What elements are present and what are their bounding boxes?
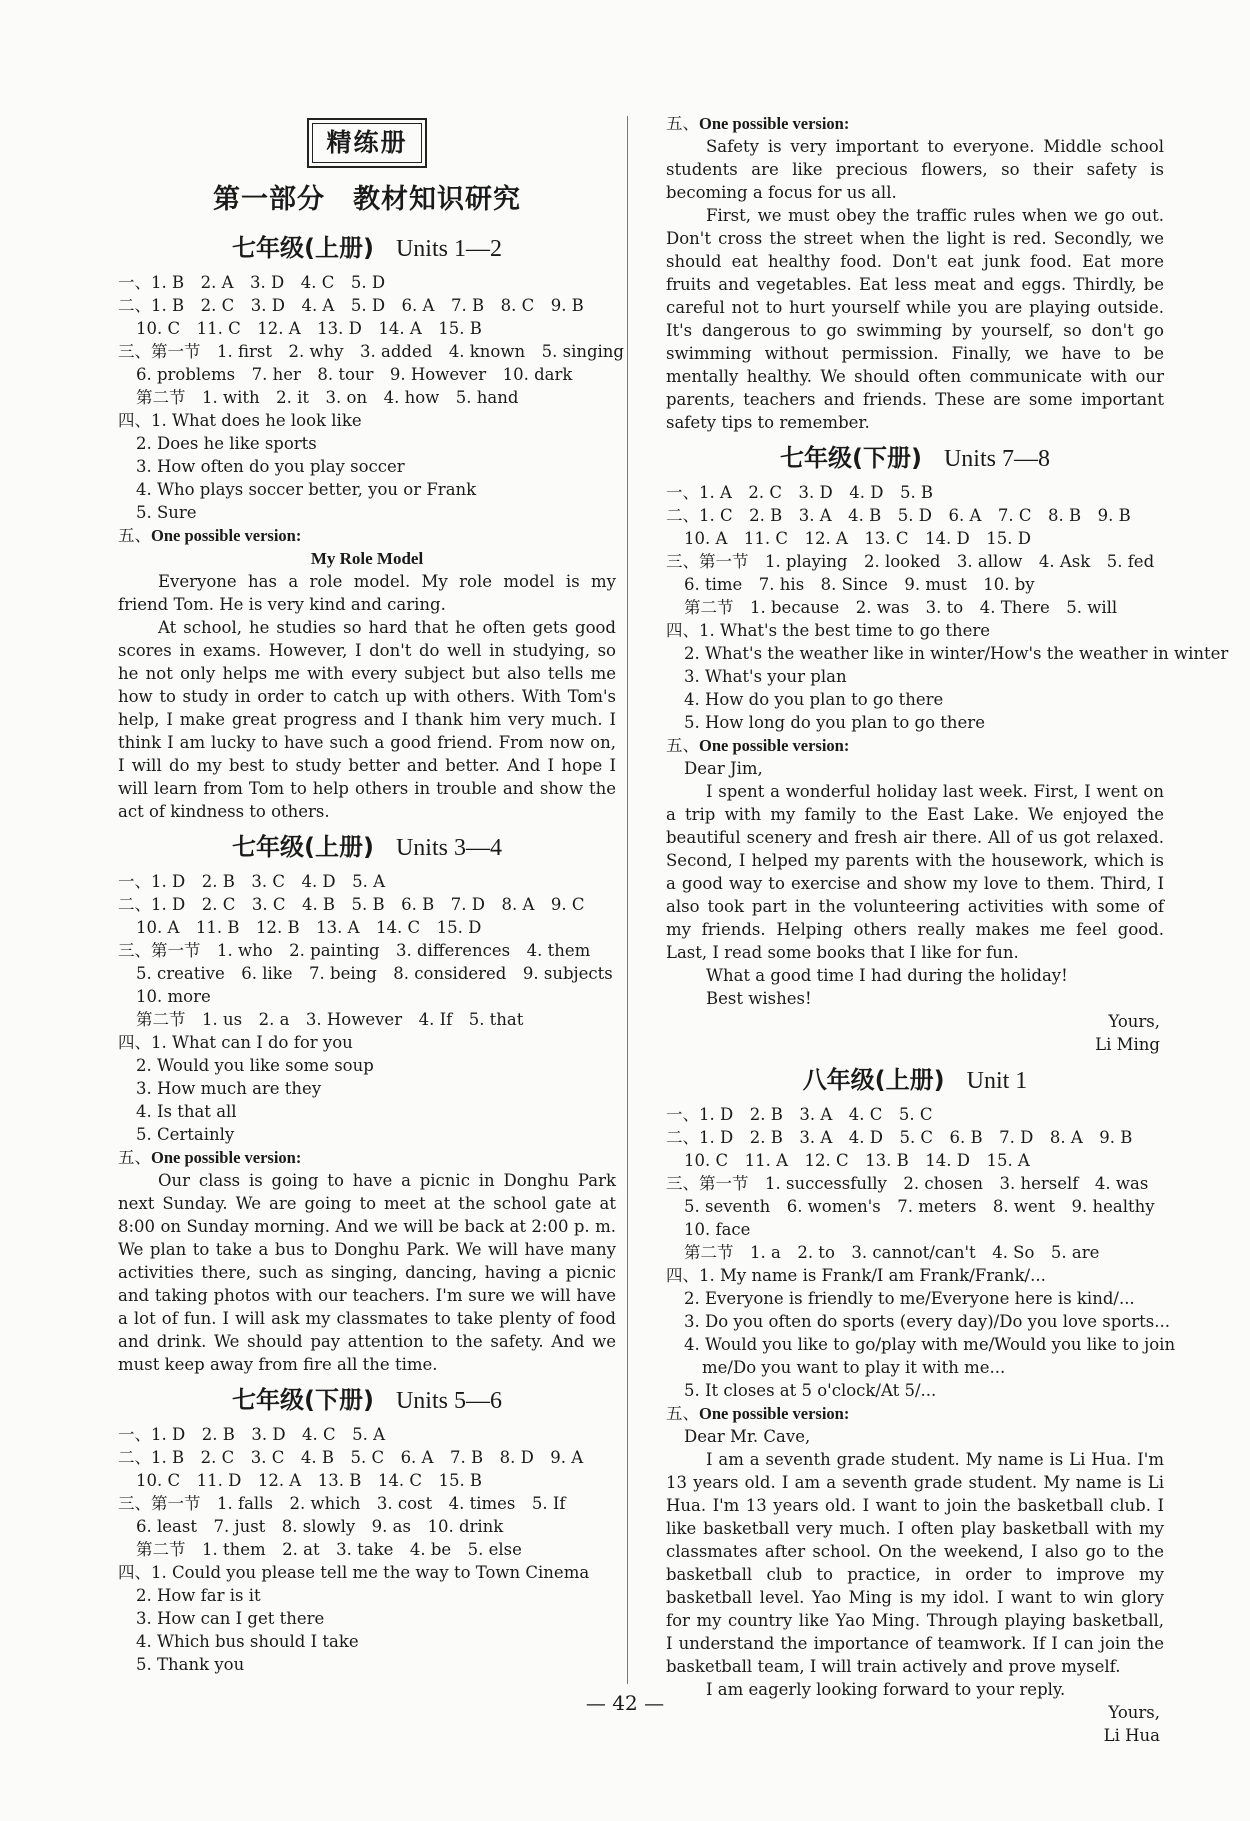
answer-line: 4. How do you plan to go there	[684, 690, 944, 709]
answer-line: 一、1. A 2. C 3. D 4. D 5. B	[666, 483, 934, 502]
unit-grade: 七年级(下册)	[780, 444, 922, 472]
essay-label-text: One possible version:	[151, 1148, 302, 1167]
answer-line: 一、1. D 2. B 3. D 4. C 5. A	[118, 1425, 386, 1444]
essay-label	[666, 1402, 1164, 1425]
answer-line: 四、1. My name is Frank/I am Frank/Frank/...	[666, 1266, 1046, 1285]
answer-line: 二、1. B 2. C 3. C 4. B 5. C 6. A 7. B 8. D 9. A	[118, 1448, 584, 1467]
answer-line: 6. time 7. his 8. Since 9. must 10. by	[684, 575, 1035, 594]
essay-paragraph: Best wishes!	[706, 989, 812, 1008]
essay-paragraph: First, we must obey the traffic rules when we go out. Don't cross the street when the light is red. Secondly, we should eat healthy food. Don't eat junk food. Eat more fruits and vegetables. Eat less meat and eggs. Thirdly, be careful not to hurt yourself while you are playing outside. It's dangerous to go swimming by yourself, so don't go swimming without permission. Finally, we have to be mentally healthy. We should often communicate with our parents, teachers and friends. These are some important safety tips to remember.	[666, 206, 1164, 432]
answer-line: 5. seventh 6. women's 7. meters 8. went 9. healthy	[684, 1197, 1155, 1216]
column-divider	[627, 116, 628, 1684]
answer-line: 四、1. What does he look like	[118, 411, 362, 430]
answer-line: 一、1. D 2. B 3. C 4. D 5. A	[118, 872, 386, 891]
answer-line: 四、1. Could you please tell me the way to Town Cinema	[118, 1563, 590, 1582]
answer-line: 5. Certainly	[136, 1125, 235, 1144]
essay-label	[118, 1146, 616, 1169]
essay-paragraph: I am eagerly looking forward to your reply.	[706, 1680, 1066, 1699]
left-column	[118, 112, 624, 1676]
essay-paragraph: Our class is going to have a picnic in Donghu Park next Sunday. We are going to meet at the school gate at 8:00 on Sunday morning. And we will be back at 2:00 p. m. We plan to take a bus to Donghu Park. We will have many activities there, such as singing, dancing, having a picnic and taking photos with our teachers. I'm sure we will have a lot of fun. I will ask my classmates to take plenty of food and drink. We should pay attention to the safety. And we must keep away from fire all the time.	[118, 1171, 616, 1374]
letter-closing: Yours,	[1108, 1012, 1160, 1031]
letter-greeting: Dear Jim,	[684, 759, 763, 778]
unit-heading	[118, 228, 616, 269]
unit-grade: 八年级(上册)	[802, 1066, 945, 1094]
section-number: 五、	[666, 114, 699, 133]
answer-line: 5. Thank you	[136, 1655, 245, 1674]
answer-line: 四、1. What's the best time to go there	[666, 621, 991, 640]
answer-line: 4. Is that all	[136, 1102, 237, 1121]
essay-paragraph: I spent a wonderful holiday last week. First, I went on a trip with my family to the East Lake. We enjoyed the beautiful scenery and fresh air there. All of us got relaxed. Second, I helped my parents with the housework, which is a good way to exercise and show my love to them. Third, I also took part in the volunteering activities with some of my friends. Helping others really makes me feel good. Last, I read some books that I like for fun.	[666, 782, 1164, 962]
unit-heading	[666, 438, 1164, 479]
answer-line: 2. Would you like some soup	[136, 1056, 374, 1075]
answer-line: 三、第一节 1. first 2. why 3. added 4. known 5. singing	[118, 342, 624, 361]
essay-label-text: One possible version:	[699, 114, 850, 133]
answer-line: 第二节 1. a 2. to 3. cannot/can't 4. So 5. are	[684, 1243, 1100, 1262]
answer-line: 10. C 11. A 12. C 13. B 14. D 15. A	[684, 1151, 1030, 1170]
answer-line: 10. A 11. B 12. B 13. A 14. C 15. D	[136, 918, 482, 937]
unit-grade: 七年级(下册)	[232, 1386, 374, 1414]
unit-range: Units 3—4	[395, 835, 502, 861]
answer-line: 三、第一节 1. falls 2. which 3. cost 4. times 5. If	[118, 1494, 566, 1513]
part-title: 第一部分 教材知识研究	[213, 184, 521, 215]
answer-line: 第二节 1. because 2. was 3. to 4. There 5. will	[684, 598, 1118, 617]
answer-line: 5. How long do you plan to go there	[684, 713, 985, 732]
section-number: 五、	[666, 1404, 699, 1423]
answer-line: 三、第一节 1. who 2. painting 3. differences 4. them	[118, 941, 591, 960]
unit-heading	[118, 1380, 616, 1421]
letter-closing: Yours,	[1108, 1703, 1160, 1722]
section-number: 五、	[666, 736, 699, 755]
answer-line: 4. Would you like to go/play with me/Would you like to join	[684, 1335, 1176, 1354]
stamp-text: 精练册	[312, 123, 422, 163]
answer-line: 5. creative 6. like 7. being 8. considered 9. subjects	[136, 964, 613, 983]
answer-line: 2. Does he like sports	[136, 434, 317, 453]
unit-range: Unit 1	[966, 1068, 1028, 1094]
answer-line: 2. How far is it	[136, 1586, 261, 1605]
answer-line: 2. Everyone is friendly to me/Everyone here is kind/...	[684, 1289, 1135, 1308]
right-column	[666, 112, 1229, 1747]
letter-signature: Li Ming	[1095, 1035, 1160, 1054]
essay-label	[118, 524, 616, 547]
answer-line: 5. It closes at 5 o'clock/At 5/...	[684, 1381, 937, 1400]
answer-line: 4. Which bus should I take	[136, 1632, 359, 1651]
unit-range: Units 5—6	[395, 1388, 502, 1414]
essay-paragraph: Everyone has a role model. My role model is my friend Tom. He is very kind and caring.	[118, 572, 616, 614]
unit-range: Units 7—8	[943, 446, 1050, 472]
answer-line: 第二节 1. them 2. at 3. take 4. be 5. else	[136, 1540, 522, 1559]
letter-signature: Li Hua	[1103, 1726, 1160, 1745]
essay-paragraph: What a good time I had during the holiday!	[706, 966, 1068, 985]
answer-line: 10. C 11. C 12. A 13. D 14. A 15. B	[136, 319, 482, 338]
essay-label-text: One possible version:	[699, 1404, 850, 1423]
unit-heading	[666, 1060, 1164, 1101]
essay-label-text: One possible version:	[699, 736, 850, 755]
essay-label-text: One possible version:	[151, 526, 302, 545]
answer-line: 二、1. B 2. C 3. D 4. A 5. D 6. A 7. B 8. C 9. B	[118, 296, 584, 315]
unit-heading	[118, 827, 616, 868]
essay-paragraph: Safety is very important to everyone. Middle school students are like precious flowers, so their safety is becoming a focus for us all.	[666, 137, 1164, 202]
answer-line: 10. A 11. C 12. A 13. C 14. D 15. D	[684, 529, 1031, 548]
answer-line: 6. problems 7. her 8. tour 9. However 10. dark	[136, 365, 573, 384]
answer-line: 5. Sure	[136, 503, 197, 522]
essay-label	[666, 112, 1164, 135]
answer-line: 2. What's the weather like in winter/How's the weather in winter	[684, 644, 1229, 663]
answer-line: 3. How much are they	[136, 1079, 322, 1098]
answer-line: 10. more	[136, 987, 211, 1006]
answer-line: 一、1. D 2. B 3. A 4. C 5. C	[666, 1105, 933, 1124]
answer-line: 四、1. What can I do for you	[118, 1033, 353, 1052]
answer-line: 6. least 7. just 8. slowly 9. as 10. drink	[136, 1517, 504, 1536]
answer-line: 3. How often do you play soccer	[136, 457, 405, 476]
answer-line: 三、第一节 1. successfully 2. chosen 3. herself 4. was	[666, 1174, 1149, 1193]
unit-grade: 七年级(上册)	[232, 833, 374, 861]
answer-line: 第二节 1. with 2. it 3. on 4. how 5. hand	[136, 388, 519, 407]
page-number: — 42 —	[585, 1691, 665, 1715]
answer-line: 3. How can I get there	[136, 1609, 325, 1628]
answer-line: 二、1. D 2. B 3. A 4. D 5. C 6. B 7. D 8. A 9. B	[666, 1128, 1133, 1147]
section-number: 五、	[118, 1148, 151, 1167]
answer-line: 3. Do you often do sports (every day)/Do you love sports...	[684, 1312, 1170, 1331]
answer-line: 一、1. B 2. A 3. D 4. C 5. D	[118, 273, 386, 292]
answer-line: 10. face	[684, 1220, 751, 1239]
essay-paragraph: I am a seventh grade student. My name is Li Hua. I'm 13 years old. I am a seventh grade student. My name is Li Hua. I'm 13 years old. I want to join the basketball club. I like basketball very much. I often play basketball with my classmates after school. On the weekend, I also go to the basketball club to practice, in order to improve my basketball level. Yao Ming is my idol. I want to win glory for my country like Yao Ming. Through playing basketball, I understand the importance of teamwork. If I can join the basketball team, I will train actively and prove myself.	[666, 1450, 1164, 1676]
answer-line: me/Do you want to play it with me...	[702, 1358, 1006, 1377]
essay-title: My Role Model	[310, 549, 424, 568]
essay-paragraph: At school, he studies so hard that he often gets good scores in exams. However, I don't do well in studying, so he not only helps me with every subject but also tells me how to study in order to catch up with others. With Tom's help, I make great progress and I thank him very much. I think I am lucky to have such a good friend. From now on, I will do my best to study better and better. And I hope I will learn from Tom to help others in trouble and show the act of kindness to others.	[118, 618, 616, 821]
section-number: 五、	[118, 526, 151, 545]
letter-greeting: Dear Mr. Cave,	[684, 1427, 811, 1446]
answer-line: 3. What's your plan	[684, 667, 847, 686]
answer-line: 10. C 11. D 12. A 13. B 14. C 15. B	[136, 1471, 483, 1490]
answer-line: 第二节 1. us 2. a 3. However 4. If 5. that	[136, 1010, 524, 1029]
answer-line: 4. Who plays soccer better, you or Frank	[136, 480, 477, 499]
answer-line: 二、1. D 2. C 3. C 4. B 5. B 6. B 7. D 8. A 9. C	[118, 895, 585, 914]
answer-line: 二、1. C 2. B 3. A 4. B 5. D 6. A 7. C 8. B 9. B	[666, 506, 1131, 525]
essay-label	[666, 734, 1164, 757]
answer-line: 三、第一节 1. playing 2. looked 3. allow 4. Ask 5. fed	[666, 552, 1155, 571]
unit-range: Units 1—2	[395, 236, 502, 262]
section-stamp	[307, 118, 427, 168]
unit-grade: 七年级(上册)	[232, 234, 374, 262]
